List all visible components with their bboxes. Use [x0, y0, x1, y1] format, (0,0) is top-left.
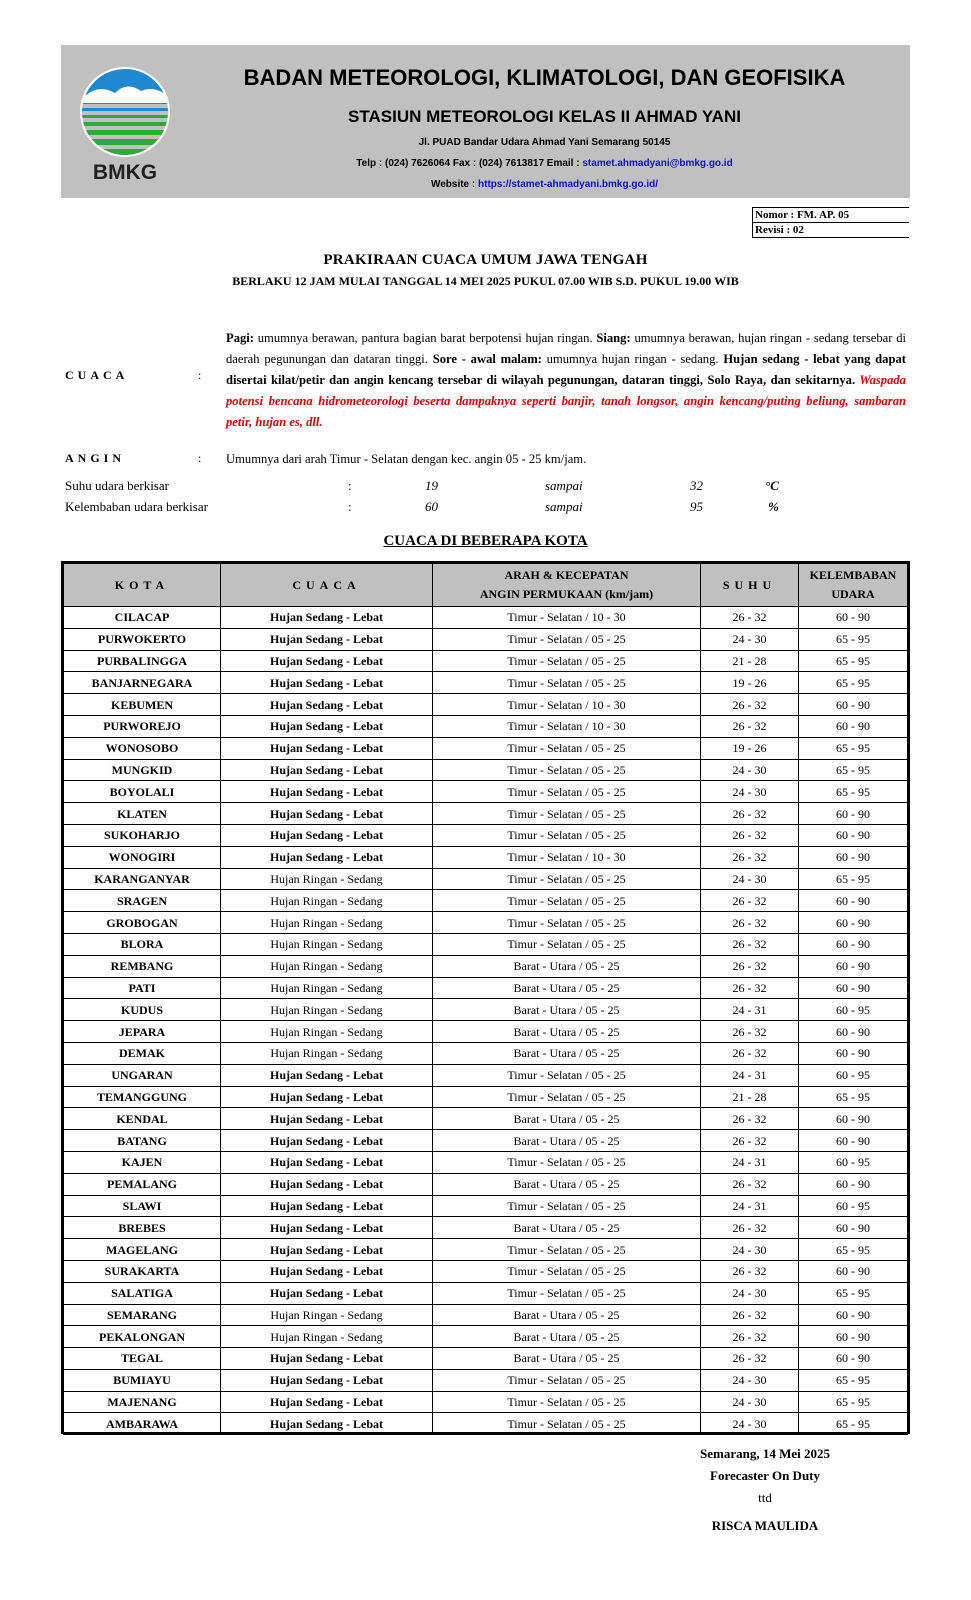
hujan-bold-text: Hujan sedang - lebat yang dapat disertai kilat/petir dan angin kencang tersebar di wilayah pegunungan, dataran tinggi, Solo Raya, dan sekitarnya.	[226, 352, 906, 387]
cell-suhu: 26 - 32	[701, 1042, 799, 1064]
angin-colon: :	[198, 451, 202, 465]
cell-kelembaban: 65 - 95	[799, 1391, 908, 1413]
cell-kelembaban: 60 - 95	[799, 1064, 908, 1086]
cell-kelembaban: 60 - 90	[799, 1326, 908, 1348]
cell-cuaca: Hujan Ringan - Sedang	[221, 890, 433, 912]
cell-kota: SALATIGA	[64, 1282, 221, 1304]
city-forecast-table	[63, 563, 908, 1435]
signature-ttd: ttd	[758, 1490, 772, 1505]
cell-angin: Barat - Utara / 05 - 25	[433, 1326, 701, 1348]
cell-kota: TEMANGGUNG	[64, 1086, 221, 1108]
cell-kota: PEMALANG	[64, 1173, 221, 1195]
table-row	[64, 1217, 908, 1239]
cell-cuaca: Hujan Ringan - Sedang	[221, 977, 433, 999]
cell-cuaca: Hujan Sedang - Lebat	[221, 1173, 433, 1195]
cell-kelembaban: 65 - 95	[799, 1086, 908, 1108]
table-row	[64, 868, 908, 890]
header-angin-line2: ANGIN PERMUKAAN (km/jam)	[479, 587, 654, 601]
sore-text: umumnya hujan ringan - sedang.	[541, 352, 724, 366]
table-row	[64, 1086, 908, 1108]
cell-kelembaban: 60 - 95	[799, 1195, 908, 1217]
org-name: BADAN METEOROLOGI, KLIMATOLOGI, DAN GEOFISIKA	[243, 65, 846, 90]
cell-kota: WONOSOBO	[64, 737, 221, 759]
cuaca-description	[226, 328, 906, 433]
cell-kelembaban: 65 - 95	[799, 759, 908, 781]
cell-kota: PEKALONGAN	[64, 1326, 221, 1348]
cell-angin: Timur - Selatan / 05 - 25	[433, 628, 701, 650]
header-kelembaban	[799, 564, 908, 607]
cell-angin: Timur - Selatan / 05 - 25	[433, 737, 701, 759]
cell-kota: SURAKARTA	[64, 1260, 221, 1282]
table-body	[64, 607, 908, 1435]
table-row	[64, 1108, 908, 1130]
cell-kota: MAJENANG	[64, 1391, 221, 1413]
cell-suhu: 26 - 32	[701, 1304, 799, 1326]
cell-kota: PURWOREJO	[64, 715, 221, 737]
cell-kota: TEGAL	[64, 1348, 221, 1370]
cell-suhu: 26 - 32	[701, 607, 799, 629]
cell-cuaca: Hujan Sedang - Lebat	[221, 1413, 433, 1435]
cell-kelembaban: 65 - 95	[799, 868, 908, 890]
table-row	[64, 759, 908, 781]
cell-suhu: 26 - 32	[701, 933, 799, 955]
website-label: Website :	[430, 179, 476, 190]
cell-suhu: 26 - 32	[701, 1217, 799, 1239]
cell-cuaca: Hujan Sedang - Lebat	[221, 1217, 433, 1239]
cell-kelembaban: 60 - 90	[799, 890, 908, 912]
table-row	[64, 1064, 908, 1086]
table-row	[64, 1173, 908, 1195]
cell-kelembaban: 60 - 90	[799, 912, 908, 934]
cell-cuaca: Hujan Sedang - Lebat	[221, 672, 433, 694]
cell-cuaca: Hujan Sedang - Lebat	[221, 694, 433, 716]
table-row	[64, 694, 908, 716]
cell-suhu: 19 - 26	[701, 672, 799, 694]
pagi-label: Pagi:	[226, 331, 254, 345]
cell-kota: SUKOHARJO	[64, 824, 221, 846]
cell-cuaca: Hujan Sedang - Lebat	[221, 781, 433, 803]
bmkg-logo-icon	[77, 65, 173, 185]
cell-kelembaban: 65 - 95	[799, 1369, 908, 1391]
table-row	[64, 1151, 908, 1173]
table-row	[64, 803, 908, 825]
cell-cuaca: Hujan Sedang - Lebat	[221, 1130, 433, 1152]
table-row	[64, 846, 908, 868]
cell-cuaca: Hujan Sedang - Lebat	[221, 1348, 433, 1370]
cell-angin: Barat - Utara / 05 - 25	[433, 955, 701, 977]
cell-kelembaban: 60 - 90	[799, 1260, 908, 1282]
cell-cuaca: Hujan Sedang - Lebat	[221, 1086, 433, 1108]
cell-kota: GROBOGAN	[64, 912, 221, 934]
cell-kota: BATANG	[64, 1130, 221, 1152]
cell-cuaca: Hujan Sedang - Lebat	[221, 1108, 433, 1130]
kelembaban-label: Kelembaban udara berkisar	[65, 499, 208, 514]
cuaca-label: CUACA	[65, 368, 129, 382]
cell-suhu: 24 - 30	[701, 1282, 799, 1304]
cell-kota: SRAGEN	[64, 890, 221, 912]
cell-suhu: 26 - 32	[701, 955, 799, 977]
table-row	[64, 890, 908, 912]
kelembaban-unit: %	[768, 499, 779, 514]
contact-line	[179, 158, 910, 169]
cell-suhu: 24 - 30	[701, 1391, 799, 1413]
cell-suhu: 24 - 30	[701, 1239, 799, 1261]
cell-suhu: 24 - 30	[701, 868, 799, 890]
table-row	[64, 628, 908, 650]
table-row	[64, 1282, 908, 1304]
cell-kelembaban: 60 - 95	[799, 999, 908, 1021]
cell-kelembaban: 60 - 90	[799, 715, 908, 737]
kelembaban-min: 60	[425, 499, 438, 514]
contact-text: Telp : (024) 7626064 Fax : (024) 7613817 Email :	[356, 158, 580, 169]
header-kelembaban-line2: UDARA	[831, 587, 875, 601]
table-row	[64, 672, 908, 694]
header-angin	[433, 564, 701, 607]
table-row	[64, 977, 908, 999]
email-link[interactable]: stamet.ahmadyani@bmkg.go.id	[582, 158, 733, 169]
cell-angin: Barat - Utara / 05 - 25	[433, 1021, 701, 1043]
cell-kelembaban: 60 - 90	[799, 803, 908, 825]
cell-angin: Timur - Selatan / 05 - 25	[433, 1369, 701, 1391]
city-forecast-table-wrapper	[61, 561, 910, 1434]
header-angin-line1: ARAH & KECEPATAN	[504, 568, 629, 582]
cell-kota: DEMAK	[64, 1042, 221, 1064]
cell-kota: SEMARANG	[64, 1304, 221, 1326]
cell-angin: Timur - Selatan / 05 - 25	[433, 1282, 701, 1304]
cell-kelembaban: 60 - 90	[799, 1348, 908, 1370]
cell-kelembaban: 65 - 95	[799, 737, 908, 759]
cell-suhu: 19 - 26	[701, 737, 799, 759]
cell-suhu: 26 - 32	[701, 1260, 799, 1282]
cell-angin: Barat - Utara / 05 - 25	[433, 1108, 701, 1130]
cell-kota: CILACAP	[64, 607, 221, 629]
cell-angin: Timur - Selatan / 05 - 25	[433, 1151, 701, 1173]
cell-angin: Timur - Selatan / 05 - 25	[433, 1195, 701, 1217]
cell-angin: Timur - Selatan / 05 - 25	[433, 868, 701, 890]
header-kota: KOTA	[64, 564, 221, 607]
header-cuaca: CUACA	[221, 564, 433, 607]
cell-kota: KARANGANYAR	[64, 868, 221, 890]
cell-kelembaban: 60 - 90	[799, 1304, 908, 1326]
cell-cuaca: Hujan Ringan - Sedang	[221, 999, 433, 1021]
cell-kota: MUNGKID	[64, 759, 221, 781]
cell-angin: Timur - Selatan / 10 - 30	[433, 846, 701, 868]
table-row	[64, 737, 908, 759]
cell-suhu: 24 - 30	[701, 1369, 799, 1391]
cell-kelembaban: 60 - 90	[799, 1042, 908, 1064]
cell-kelembaban: 60 - 90	[799, 977, 908, 999]
cell-kota: MAGELANG	[64, 1239, 221, 1261]
cell-suhu: 24 - 30	[701, 628, 799, 650]
cell-cuaca: Hujan Sedang - Lebat	[221, 1282, 433, 1304]
cell-kelembaban: 65 - 95	[799, 781, 908, 803]
table-row	[64, 1413, 908, 1435]
section-title: CUACA DI BEBERAPA KOTA	[383, 533, 588, 549]
angin-description: Umumnya dari arah Timur - Selatan dengan kec. angin 05 - 25 km/jam.	[226, 452, 587, 466]
cell-suhu: 24 - 31	[701, 1064, 799, 1086]
cell-suhu: 26 - 32	[701, 1348, 799, 1370]
cell-kota: BANJARNEGARA	[64, 672, 221, 694]
table-row	[64, 912, 908, 934]
cell-suhu: 21 - 28	[701, 650, 799, 672]
cell-kota: KENDAL	[64, 1108, 221, 1130]
cell-kelembaban: 60 - 90	[799, 1217, 908, 1239]
cell-suhu: 26 - 32	[701, 1326, 799, 1348]
cell-cuaca: Hujan Sedang - Lebat	[221, 1239, 433, 1261]
table-row	[64, 1260, 908, 1282]
table-header-row	[64, 564, 908, 607]
cell-cuaca: Hujan Sedang - Lebat	[221, 846, 433, 868]
cell-angin: Timur - Selatan / 05 - 25	[433, 824, 701, 846]
cell-suhu: 24 - 31	[701, 1151, 799, 1173]
cell-suhu: 26 - 32	[701, 977, 799, 999]
letterhead	[61, 45, 910, 198]
cell-kota: KEBUMEN	[64, 694, 221, 716]
website-line	[179, 179, 910, 190]
cell-kelembaban: 60 - 90	[799, 1173, 908, 1195]
cell-cuaca: Hujan Ringan - Sedang	[221, 933, 433, 955]
table-row	[64, 1304, 908, 1326]
cell-suhu: 26 - 32	[701, 715, 799, 737]
cell-cuaca: Hujan Sedang - Lebat	[221, 715, 433, 737]
cell-angin: Barat - Utara / 05 - 25	[433, 977, 701, 999]
table-row	[64, 607, 908, 629]
table-row	[64, 1130, 908, 1152]
cell-kota: REMBANG	[64, 955, 221, 977]
form-number-box	[752, 207, 909, 237]
header-suhu: SUHU	[701, 564, 799, 607]
cell-kota: PURWOKERTO	[64, 628, 221, 650]
cell-kota: PURBALINGGA	[64, 650, 221, 672]
cell-kelembaban: 60 - 90	[799, 933, 908, 955]
table-row	[64, 1391, 908, 1413]
cell-kelembaban: 60 - 95	[799, 1151, 908, 1173]
cell-angin: Timur - Selatan / 05 - 25	[433, 1260, 701, 1282]
header-kelembaban-line1: KELEMBABAN	[809, 568, 897, 582]
sore-label: Sore - awal malam:	[432, 352, 542, 366]
cell-suhu: 24 - 30	[701, 759, 799, 781]
cell-cuaca: Hujan Ringan - Sedang	[221, 1326, 433, 1348]
cell-angin: Timur - Selatan / 05 - 25	[433, 1064, 701, 1086]
table-row	[64, 1239, 908, 1261]
page-title: PRAKIRAAN CUACA UMUM JAWA TENGAH	[323, 252, 648, 268]
table-row	[64, 1326, 908, 1348]
table-row	[64, 650, 908, 672]
cell-cuaca: Hujan Ringan - Sedang	[221, 955, 433, 977]
cell-kelembaban: 60 - 90	[799, 607, 908, 629]
cell-angin: Barat - Utara / 05 - 25	[433, 1130, 701, 1152]
cell-kota: BOYOLALI	[64, 781, 221, 803]
cell-suhu: 26 - 32	[701, 1021, 799, 1043]
cell-suhu: 26 - 32	[701, 694, 799, 716]
cell-cuaca: Hujan Sedang - Lebat	[221, 824, 433, 846]
cell-kota: BREBES	[64, 1217, 221, 1239]
table-row	[64, 1369, 908, 1391]
cell-cuaca: Hujan Ringan - Sedang	[221, 912, 433, 934]
cell-kota: SLAWI	[64, 1195, 221, 1217]
cell-cuaca: Hujan Ringan - Sedang	[221, 1021, 433, 1043]
form-revisi: Revisi : 02	[752, 223, 909, 238]
cell-cuaca: Hujan Sedang - Lebat	[221, 650, 433, 672]
cell-angin: Timur - Selatan / 05 - 25	[433, 650, 701, 672]
cell-cuaca: Hujan Ringan - Sedang	[221, 1304, 433, 1326]
cell-suhu: 24 - 31	[701, 1195, 799, 1217]
cell-angin: Timur - Selatan / 05 - 25	[433, 759, 701, 781]
siang-label: Siang:	[596, 331, 631, 345]
cell-cuaca: Hujan Ringan - Sedang	[221, 868, 433, 890]
suhu-unit: °C	[765, 478, 779, 493]
cell-cuaca: Hujan Ringan - Sedang	[221, 1042, 433, 1064]
cell-kota: KAJEN	[64, 1151, 221, 1173]
table-row	[64, 824, 908, 846]
cuaca-colon: :	[198, 368, 202, 382]
cell-suhu: 26 - 32	[701, 846, 799, 868]
cell-kelembaban: 60 - 90	[799, 955, 908, 977]
address: Jl. PUAD Bandar Udara Ahmad Yani Semarang 50145	[418, 137, 671, 148]
cell-suhu: 26 - 32	[701, 1130, 799, 1152]
table-row	[64, 933, 908, 955]
cell-kota: KUDUS	[64, 999, 221, 1021]
cell-angin: Timur - Selatan / 05 - 25	[433, 803, 701, 825]
cell-angin: Barat - Utara / 05 - 25	[433, 1217, 701, 1239]
cell-kota: BLORA	[64, 933, 221, 955]
signature-role: Forecaster On Duty	[710, 1468, 820, 1483]
cell-kelembaban: 65 - 95	[799, 672, 908, 694]
cell-kota: JEPARA	[64, 1021, 221, 1043]
cell-cuaca: Hujan Sedang - Lebat	[221, 1260, 433, 1282]
cell-angin: Timur - Selatan / 05 - 25	[433, 1086, 701, 1108]
cell-kelembaban: 60 - 90	[799, 1021, 908, 1043]
table-row	[64, 1042, 908, 1064]
cell-suhu: 21 - 28	[701, 1086, 799, 1108]
cell-suhu: 24 - 30	[701, 781, 799, 803]
cell-suhu: 26 - 32	[701, 824, 799, 846]
cell-angin: Timur - Selatan / 05 - 25	[433, 781, 701, 803]
suhu-max: 32	[690, 478, 703, 493]
cell-suhu: 26 - 32	[701, 1108, 799, 1130]
form-nomor: Nomor : FM. AP. 05	[752, 207, 909, 223]
cell-kota: AMBARAWA	[64, 1413, 221, 1435]
cell-kelembaban: 60 - 90	[799, 846, 908, 868]
angin-label: ANGIN	[65, 451, 126, 465]
warning-text: Waspada potensi bencana hidrometeorologi beserta dampaknya seperti banjir, tanah longsor, angin kencang/puting beliung, sambaran petir, hujan es, dll.	[226, 373, 906, 429]
kelembaban-sampai: sampai	[545, 499, 583, 514]
cell-kelembaban: 60 - 90	[799, 1130, 908, 1152]
cell-cuaca: Hujan Sedang - Lebat	[221, 1064, 433, 1086]
cell-suhu: 26 - 32	[701, 1173, 799, 1195]
table-row	[64, 1195, 908, 1217]
cell-suhu: 26 - 32	[701, 912, 799, 934]
cell-angin: Timur - Selatan / 05 - 25	[433, 672, 701, 694]
cell-kelembaban: 60 - 90	[799, 1108, 908, 1130]
cell-suhu: 24 - 31	[701, 999, 799, 1021]
cell-cuaca: Hujan Sedang - Lebat	[221, 737, 433, 759]
suhu-sampai: sampai	[545, 478, 583, 493]
cell-kelembaban: 65 - 95	[799, 1239, 908, 1261]
cell-angin: Timur - Selatan / 05 - 25	[433, 1391, 701, 1413]
forecaster-name: RISCA MAULIDA	[711, 1518, 819, 1533]
cell-angin: Barat - Utara / 05 - 25	[433, 999, 701, 1021]
table-row	[64, 1021, 908, 1043]
cell-kelembaban: 65 - 95	[799, 650, 908, 672]
cell-cuaca: Hujan Sedang - Lebat	[221, 759, 433, 781]
siang-text: umumnya berawan, hujan ringan - sedang tersebar di daerah pegunungan dan dataran tinggi.	[226, 331, 906, 366]
table-row	[64, 715, 908, 737]
cell-kota: PATI	[64, 977, 221, 999]
cell-cuaca: Hujan Sedang - Lebat	[221, 803, 433, 825]
suhu-colon: :	[348, 478, 352, 493]
cell-angin: Timur - Selatan / 10 - 30	[433, 694, 701, 716]
cell-angin: Barat - Utara / 05 - 25	[433, 1173, 701, 1195]
cell-angin: Timur - Selatan / 05 - 25	[433, 1413, 701, 1435]
pagi-text: umumnya berawan, pantura bagian barat berpotensi hujan ringan.	[253, 331, 597, 345]
cell-kelembaban: 65 - 95	[799, 1413, 908, 1435]
cell-angin: Timur - Selatan / 05 - 25	[433, 890, 701, 912]
page-subtitle: BERLAKU 12 JAM MULAI TANGGAL 14 MEI 2025 PUKUL 07.00 WIB S.D. PUKUL 19.00 WIB	[232, 274, 739, 288]
cell-kota: BUMIAYU	[64, 1369, 221, 1391]
cell-cuaca: Hujan Sedang - Lebat	[221, 607, 433, 629]
cell-angin: Timur - Selatan / 10 - 30	[433, 607, 701, 629]
table-row	[64, 955, 908, 977]
cell-kelembaban: 60 - 90	[799, 824, 908, 846]
cell-kelembaban: 65 - 95	[799, 1282, 908, 1304]
cell-kelembaban: 65 - 95	[799, 628, 908, 650]
cell-suhu: 26 - 32	[701, 803, 799, 825]
cell-cuaca: Hujan Sedang - Lebat	[221, 1369, 433, 1391]
website-link[interactable]: https://stamet-ahmadyani.bmkg.go.id/	[478, 179, 659, 190]
cell-cuaca: Hujan Sedang - Lebat	[221, 628, 433, 650]
cell-cuaca: Hujan Sedang - Lebat	[221, 1195, 433, 1217]
cell-cuaca: Hujan Sedang - Lebat	[221, 1391, 433, 1413]
cell-kota: KLATEN	[64, 803, 221, 825]
suhu-min: 19	[425, 478, 438, 493]
cell-suhu: 26 - 32	[701, 890, 799, 912]
cell-angin: Barat - Utara / 05 - 25	[433, 1304, 701, 1326]
cell-kota: WONOGIRI	[64, 846, 221, 868]
table-row	[64, 1348, 908, 1370]
cell-cuaca: Hujan Sedang - Lebat	[221, 1151, 433, 1173]
cell-angin: Timur - Selatan / 05 - 25	[433, 912, 701, 934]
cell-angin: Timur - Selatan / 05 - 25	[433, 933, 701, 955]
cell-angin: Barat - Utara / 05 - 25	[433, 1042, 701, 1064]
table-row	[64, 781, 908, 803]
cell-suhu: 24 - 30	[701, 1413, 799, 1435]
cell-kelembaban: 60 - 90	[799, 694, 908, 716]
cell-kota: UNGARAN	[64, 1064, 221, 1086]
suhu-label: Suhu udara berkisar	[65, 478, 169, 493]
cell-angin: Barat - Utara / 05 - 25	[433, 1348, 701, 1370]
cell-angin: Timur - Selatan / 05 - 25	[433, 1239, 701, 1261]
cell-angin: Timur - Selatan / 10 - 30	[433, 715, 701, 737]
table-row	[64, 999, 908, 1021]
kelembaban-colon: :	[348, 499, 352, 514]
svg-text:BMKG: BMKG	[92, 161, 158, 184]
kelembaban-max: 95	[690, 499, 703, 514]
station-name: STASIUN METEOROLOGI KELAS II AHMAD YANI	[348, 107, 741, 126]
signature-place-date: Semarang, 14 Mei 2025	[700, 1446, 830, 1461]
